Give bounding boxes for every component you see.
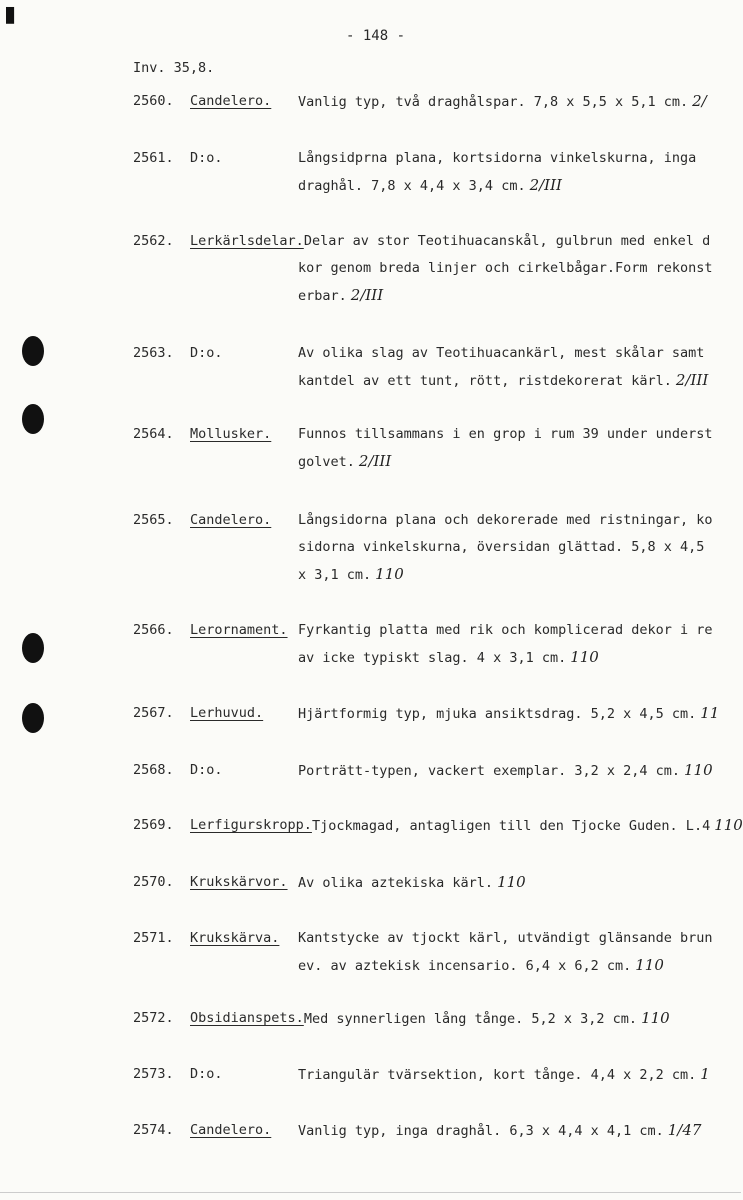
description-line: sidorna vinkelskurna, översidan glättad. 5,8 x 4,5 — [298, 539, 705, 555]
entry-description — [298, 145, 741, 200]
description-line: Tjockmagad, antagligen till den Tjocke Guden. L.4 110 — [311, 816, 743, 834]
description-line: Hjärtformig typ, mjuka ansiktsdrag. 5,2 x 4,5 cm. 11 — [298, 704, 720, 722]
entry-term: Candelero. — [190, 512, 272, 528]
entry-term: Lerfigurskropp. — [190, 817, 312, 833]
entry-number: 2569. — [133, 817, 174, 833]
description-line: ev. av aztekisk incensario. 6,4 x 6,2 cm. 110 — [298, 956, 664, 974]
entry-description — [298, 869, 741, 897]
entry-number: 2567. — [133, 705, 174, 721]
handwritten-note: 1/47 — [667, 1121, 702, 1139]
entry-description — [298, 507, 741, 589]
handwritten-note: 110 — [684, 761, 713, 779]
inventory-label: Inv. 35,8. — [133, 60, 215, 76]
entry-number: 2563. — [133, 345, 174, 361]
entry-number: 2561. — [133, 150, 174, 166]
handwritten-note: 110 — [497, 873, 526, 891]
handwritten-note: 2/III — [350, 286, 384, 304]
description-line: av icke typiskt slag. 4 x 3,1 cm. 110 — [298, 648, 599, 666]
handwritten-note: 110 — [641, 1009, 670, 1027]
entry-number: 2572. — [133, 1010, 174, 1026]
entry-term: Krukskärvor. — [190, 874, 288, 890]
description-line: Funnos tillsammans i en grop i rum 39 under underst — [298, 426, 713, 442]
entry-term: D:o. — [190, 1066, 223, 1082]
description-line: Porträtt-typen, vackert exemplar. 3,2 x 2,4 cm. 110 — [298, 761, 713, 779]
handwritten-note: 110 — [635, 956, 664, 974]
punch-hole — [22, 633, 44, 663]
entry-term: D:o. — [190, 150, 223, 166]
page-bottom-edge — [0, 1192, 741, 1193]
description-line: golvet. 2/III — [298, 452, 392, 470]
entry-description — [304, 1005, 741, 1033]
description-line: Vanlig typ, inga draghål. 6,3 x 4,4 x 4,1 cm. 1/47 — [298, 1121, 702, 1139]
description-line: x 3,1 cm. 110 — [298, 565, 404, 583]
entry-number: 2568. — [133, 762, 174, 778]
entry-description — [298, 1117, 741, 1145]
entry-description — [312, 812, 741, 840]
handwritten-note: 2/III — [529, 176, 562, 194]
entry-term: Obsidianspets. — [190, 1010, 304, 1026]
punch-hole — [22, 404, 44, 434]
entry-term: Krukskärva. — [190, 930, 280, 946]
entry-description — [298, 1061, 741, 1089]
description-line: kor genom breda linjer och cirkelbågar.Form rekonst — [298, 260, 713, 276]
entry-term: Lerornament. — [190, 622, 288, 638]
entry-number: 2564. — [133, 426, 174, 442]
entry-number: 2573. — [133, 1066, 174, 1082]
entry-description — [298, 340, 741, 395]
entry-term: Candelero. — [190, 93, 272, 109]
description-line: Delar av stor Teotihuacanskål, gulbrun med enkel d — [303, 233, 711, 249]
punch-hole — [22, 703, 44, 733]
page-number: - 148 - — [346, 28, 406, 44]
description-line: Långsidprna plana, kortsidorna vinkelskurna, inga — [298, 150, 697, 166]
entry-number: 2565. — [133, 512, 174, 528]
entry-term: Mollusker. — [190, 426, 272, 442]
entry-description — [298, 88, 741, 116]
entry-description — [298, 925, 741, 980]
entry-term: Lerhuvud. — [190, 705, 264, 721]
entry-number: 2570. — [133, 874, 174, 890]
handwritten-note: 2/III — [358, 452, 392, 470]
description-line: draghål. 7,8 x 4,4 x 3,4 cm. 2/III — [298, 176, 562, 194]
handwritten-note: 1 — [700, 1065, 710, 1083]
entry-number: 2574. — [133, 1122, 174, 1138]
description-line: Triangulär tvärsektion, kort tånge. 4,4 x 2,2 cm. 1 — [298, 1065, 710, 1083]
description-line: Av olika slag av Teotihuacankärl, mest skålar samt — [298, 345, 705, 361]
entry-term: Lerkärlsdelar. — [190, 233, 304, 249]
description-line: Vanlig typ, två draghålspar. 7,8 x 5,5 x 5,1 cm. 2/ — [298, 92, 707, 110]
handwritten-note: 110 — [570, 648, 599, 666]
corner-mark: ▮ — [4, 2, 17, 27]
handwritten-note: 110 — [714, 816, 743, 834]
description-line: erbar. 2/III — [298, 286, 384, 304]
entry-term: D:o. — [190, 762, 223, 778]
entry-term: Candelero. — [190, 1122, 272, 1138]
handwritten-note: 2/ — [692, 92, 707, 110]
description-line: Med synnerligen lång tånge. 5,2 x 3,2 cm. 110 — [303, 1009, 670, 1027]
handwritten-note: 110 — [375, 565, 404, 583]
entry-description — [298, 617, 741, 672]
punch-hole — [22, 336, 44, 366]
description-line: kantdel av ett tunt, rött, ristdekorerat kärl. 2/III — [298, 371, 709, 389]
description-line: Kantstycke av tjockt kärl, utvändigt glänsande brun — [298, 930, 713, 946]
entry-number: 2562. — [133, 233, 174, 249]
entry-number: 2571. — [133, 930, 174, 946]
entry-description — [298, 700, 741, 728]
entry-number: 2560. — [133, 93, 174, 109]
entry-description — [298, 228, 741, 310]
entry-number: 2566. — [133, 622, 174, 638]
entry-description — [298, 757, 741, 785]
description-line: Av olika aztekiska kärl. 110 — [298, 873, 526, 891]
handwritten-note: 2/III — [675, 371, 709, 389]
handwritten-note: 11 — [700, 704, 720, 722]
description-line: Långsidorna plana och dekorerade med ristningar, ko — [298, 512, 713, 528]
description-line: Fyrkantig platta med rik och komplicerad dekor i re — [298, 622, 713, 638]
entry-description — [298, 421, 741, 476]
entry-term: D:o. — [190, 345, 223, 361]
